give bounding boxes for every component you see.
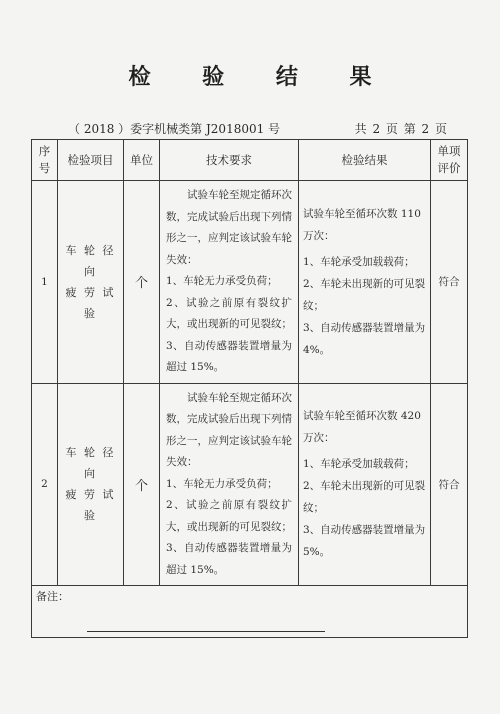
header-seq xyxy=(32,140,58,181)
requirement-intro: 试验车轮至规定循环次数，完成试验后出现下列情形之一，应判定该试验车轮失效： xyxy=(166,189,292,266)
result-line: 3、自动传感器装置增量为 5%。 xyxy=(303,524,426,559)
remark-row xyxy=(32,586,468,638)
requirement-line: 3、自动传感器装置增量为超过 15%。 xyxy=(166,339,292,373)
row-item xyxy=(58,181,124,384)
table-row xyxy=(32,181,468,384)
result-line: 2、车轮未出现新的可见裂纹； xyxy=(303,277,426,312)
row-unit: 个 xyxy=(124,181,160,384)
page-count: 共 2 页 第 2 页 xyxy=(354,122,448,136)
row-result xyxy=(299,181,431,384)
requirement-line: 1、车轮无力承受负荷； xyxy=(166,275,278,287)
table-row xyxy=(32,383,468,586)
header-seq-label: 序 号 xyxy=(38,144,51,175)
requirement-line: 3、自动传感器装置增量为超过 15%。 xyxy=(166,542,292,576)
result-line: 1、车轮承受加载载荷； xyxy=(303,458,415,471)
row-unit: 个 xyxy=(124,383,160,586)
row-item-text: 车 轮 径 向 疲 劳 试 验 xyxy=(65,243,116,320)
row-item xyxy=(58,383,124,586)
signature-line xyxy=(87,631,325,632)
row-eval: 符合 xyxy=(431,383,468,586)
remark-cell xyxy=(32,586,468,638)
table-header-row xyxy=(32,140,468,181)
header-item: 检验项目 xyxy=(58,140,124,181)
report-number: （ 2018 ）委字机械类第 J2018001 号 xyxy=(68,122,281,136)
row-seq: 2 xyxy=(32,383,58,586)
requirement-line: 1、车轮无力承受负荷； xyxy=(166,477,278,490)
requirement-intro: 试验车轮至规定循环次数，完成试验后出现下列情形之一，应判定该试验车轮失效： xyxy=(166,391,292,468)
results-table xyxy=(31,139,468,638)
header-unit: 单位 xyxy=(124,140,160,181)
row-requirement xyxy=(160,181,299,384)
page-title: 检 验 结 果 xyxy=(128,64,394,90)
result-line: 2、车轮未出现新的可见裂纹； xyxy=(303,480,426,515)
row-eval: 符合 xyxy=(431,181,468,384)
result-line: 3、自动传感器装置增量为 4%。 xyxy=(303,321,426,356)
header-requirement: 技术要求 xyxy=(160,140,299,181)
result-intro: 试验车轮至循环次数 110 万次： xyxy=(303,207,421,242)
requirement-line: 2、试验之前原有裂纹扩大，或出现新的可见裂纹； xyxy=(166,296,292,330)
header-eval xyxy=(431,140,468,181)
result-intro: 试验车轮至循环次数 420 万次： xyxy=(303,410,421,445)
header-result: 检验结果 xyxy=(299,140,431,181)
row-requirement xyxy=(160,383,299,586)
row-item-text: 车 轮 径 向 疲 劳 试 验 xyxy=(65,446,116,523)
header-eval-label: 单项 评价 xyxy=(437,144,461,175)
remark-label: 备注： xyxy=(36,590,69,603)
row-seq: 1 xyxy=(32,181,58,384)
result-line: 1、车轮承受加载载荷； xyxy=(303,255,415,268)
requirement-line: 2、试验之前原有裂纹扩大，或出现新的可见裂纹； xyxy=(166,499,292,533)
row-result xyxy=(299,383,431,586)
